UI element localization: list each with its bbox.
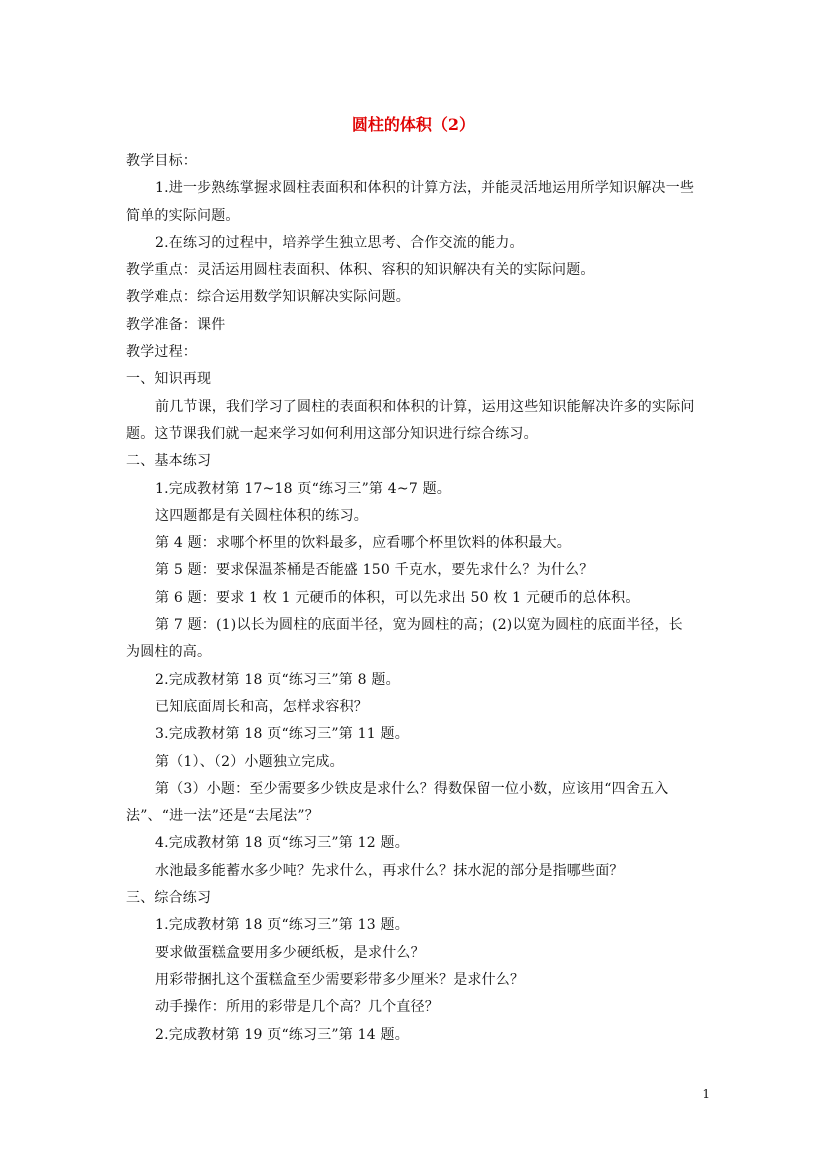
text-line: 三、综合练习 [126,890,212,907]
page-number: 1 [702,1087,710,1101]
text-line: 1.完成教材第 17~18 页“练习三”第 4~7 题。 [155,480,451,497]
text-line: 水池最多能蓄水多少吨？先求什么，再求什么？抹水泥的部分是指哪些面？ [155,862,624,879]
text-line: 2.在练习的过程中，培养学生独立思考、合作交流的能力。 [155,234,524,251]
text-line: 第 5 题：要求保温茶桶是否能盛 150 千克水，要先求什么？为什么？ [155,562,594,579]
text-line: 动手操作：所用的彩带是几个高？几个直径？ [155,999,439,1016]
text-line: 3.完成教材第 18 页“练习三”第 11 题。 [155,726,409,743]
text-line: 简单的实际问题。 [126,207,240,224]
text-line: 已知底面周长和高，怎样求容积？ [155,698,368,715]
text-line: 用彩带捆扎这个蛋糕盒至少需要彩带多少厘米？是求什么？ [155,971,525,988]
text-line: 第（3）小题：至少需要多少铁皮是求什么？得数保留一位小数，应该用“四舍五入 [155,780,669,797]
text-line: 一、知识再现 [126,371,212,388]
text-line: 要求做蛋糕盒要用多少硬纸板，是求什么？ [155,944,425,961]
text-line: 为圆柱的高。 [126,644,212,661]
text-line: 第 7 题：(1)以长为圆柱的底面半径，宽为圆柱的高；(2)以宽为圆柱的底面半径，长 [155,617,683,634]
text-line: 4.完成教材第 18 页“练习三”第 12 题。 [155,835,409,852]
text-line: 1.完成教材第 18 页“练习三”第 13 题。 [155,917,409,934]
text-line: 第（1）、（2）小题独立完成。 [155,753,344,770]
text-line: 第 6 题：要求 1 枚 1 元硬币的体积，可以先求出 50 枚 1 元硬币的总体积。 [155,589,640,606]
document-body [126,148,706,1049]
text-line: 教学过程： [126,344,197,361]
text-line: 法”、“进一法”还是“去尾法”？ [126,808,319,825]
text-line: 前几节课，我们学习了圆柱的表面积和体积的计算，运用这些知识能解决许多的实际问 [155,398,695,415]
document-title: 圆柱的体积（2） [351,115,476,134]
text-line: 1.进一步熟练掌握求圆柱表面积和体积的计算方法，并能灵活地运用所学知识解决一些 [155,180,695,197]
text-line: 2.完成教材第 18 页“练习三”第 8 题。 [155,671,400,688]
text-line: 2.完成教材第 19 页“练习三”第 14 题。 [155,1026,409,1043]
text-line: 题。这节课我们就一起来学习如何利用这部分知识进行综合练习。 [126,425,538,442]
text-line: 教学准备：课件 [126,316,226,333]
text-line: 二、基本练习 [126,453,212,470]
text-line: 教学目标： [126,153,197,169]
text-line: 教学重点：灵活运用圆柱表面积、体积、容积的知识解决有关的实际问题。 [126,262,595,279]
text-line: 这四题都是有关圆柱体积的练习。 [155,507,368,524]
text-line: 教学难点：综合运用数学知识解决实际问题。 [126,289,410,306]
text-line: 第 4 题：求哪个杯里的饮料最多，应看哪个杯里饮料的体积最大。 [155,535,572,552]
